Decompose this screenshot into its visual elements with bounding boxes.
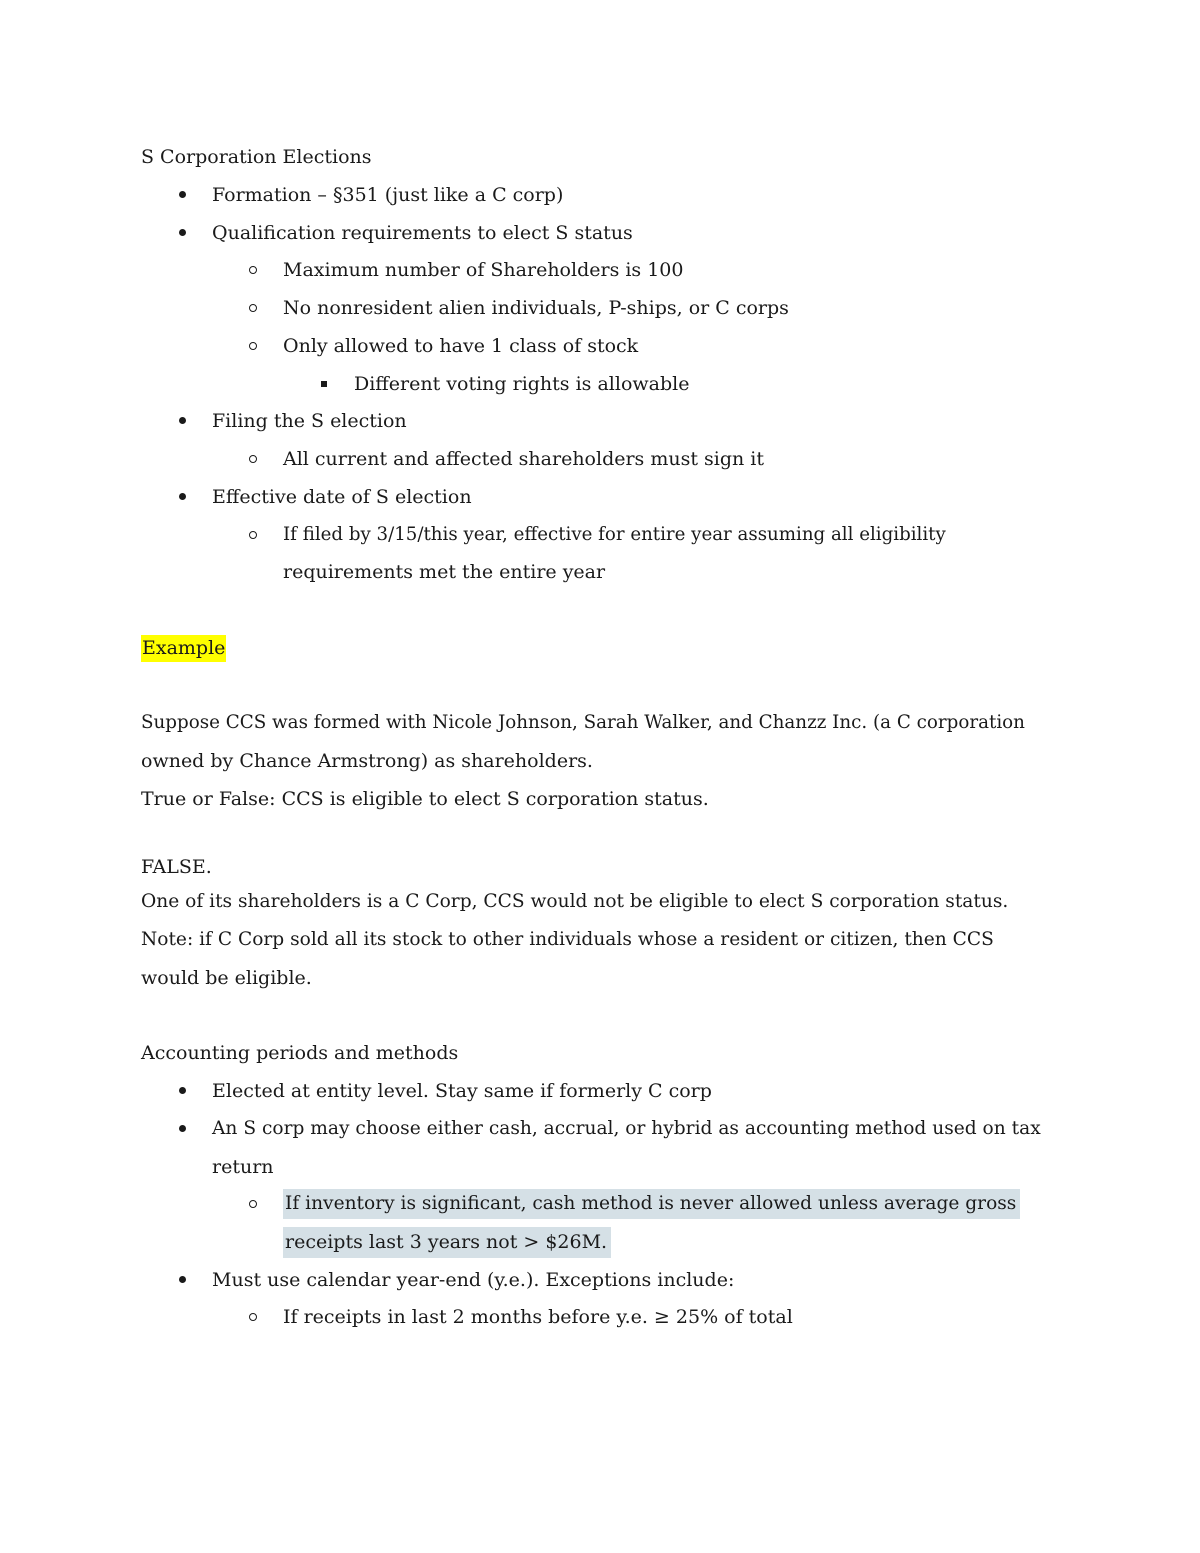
example-note-line1: Note: if C Corp sold all its stock to other individuals whose a resident or citizen, then CCS [141,929,994,950]
bullet-square [317,372,331,396]
list-item-filing-sign: All current and affected shareholders must sign it [283,448,765,470]
bullet-disc [175,221,189,245]
example-highlight: Example [141,635,226,662]
list-item-max-shareholders: Maximum number of Shareholders is 100 [283,259,684,281]
bullet-circle [246,447,260,471]
list-item-formation: Formation – §351 (just like a C corp) [212,184,564,206]
list-item-accounting-method-line1: An S corp may choose either cash, accrual, or hybrid as accounting method used on tax [212,1118,1041,1139]
list-item-calendar-year: Must use calendar year-end (y.e.). Exceptions include: [212,1269,735,1291]
inventory-highlight-line2: receipts last 3 years not > $26M. [283,1227,611,1258]
bullet-disc [175,183,189,207]
list-item-filing: Filing the S election [212,410,407,432]
inventory-highlight-line1: If inventory is significant, cash method is never allowed unless average gross [283,1189,1020,1219]
bullet-disc [175,1117,189,1141]
list-item-effective-filed-line1: If filed by 3/15/this year, effective for entire year assuming all eligibility [283,524,946,545]
section-heading-s-corp-elections: S Corporation Elections [141,146,372,168]
bullet-disc [175,1079,189,1103]
list-item-inventory-line1 [283,1192,1020,1216]
list-item-elected-entity: Elected at entity level. Stay same if formerly C corp [212,1080,712,1102]
list-item-effective-date: Effective date of S election [212,486,472,508]
example-explanation: One of its shareholders is a C Corp, CCS would not be eligible to elect S corporation status. [141,891,1009,912]
list-item-qualification: Qualification requirements to elect S status [212,222,633,244]
bullet-circle [246,1192,260,1216]
list-item-inventory-line2 [283,1230,611,1254]
bullet-circle [246,523,260,547]
example-question-line3: True or False: CCS is eligible to elect S corporation status. [141,788,709,810]
example-answer: FALSE. [141,856,212,878]
example-question-line2: owned by Chance Armstrong) as shareholders. [141,750,593,772]
bullet-circle [246,1305,260,1329]
section-heading-accounting: Accounting periods and methods [141,1042,459,1064]
list-item-one-class-stock: Only allowed to have 1 class of stock [283,335,639,357]
bullet-disc [175,409,189,433]
bullet-circle [246,258,260,282]
example-label [141,636,226,660]
list-item-no-nonresident: No nonresident alien individuals, P-ships, or C corps [283,297,789,319]
bullet-disc [175,485,189,509]
list-item-receipts: If receipts in last 2 months before y.e. ≥ 25% of total [283,1306,793,1328]
example-question-line1: Suppose CCS was formed with Nicole Johnson, Sarah Walker, and Chanzz Inc. (a C corporation [141,712,1025,733]
bullet-circle [246,334,260,358]
bullet-circle [246,296,260,320]
example-note-line2: would be eligible. [141,967,312,989]
list-item-accounting-method-line2: return [212,1156,274,1178]
list-item-effective-filed-line2: requirements met the entire year [283,561,606,583]
bullet-disc [175,1268,189,1292]
list-item-voting-rights: Different voting rights is allowable [354,373,690,395]
